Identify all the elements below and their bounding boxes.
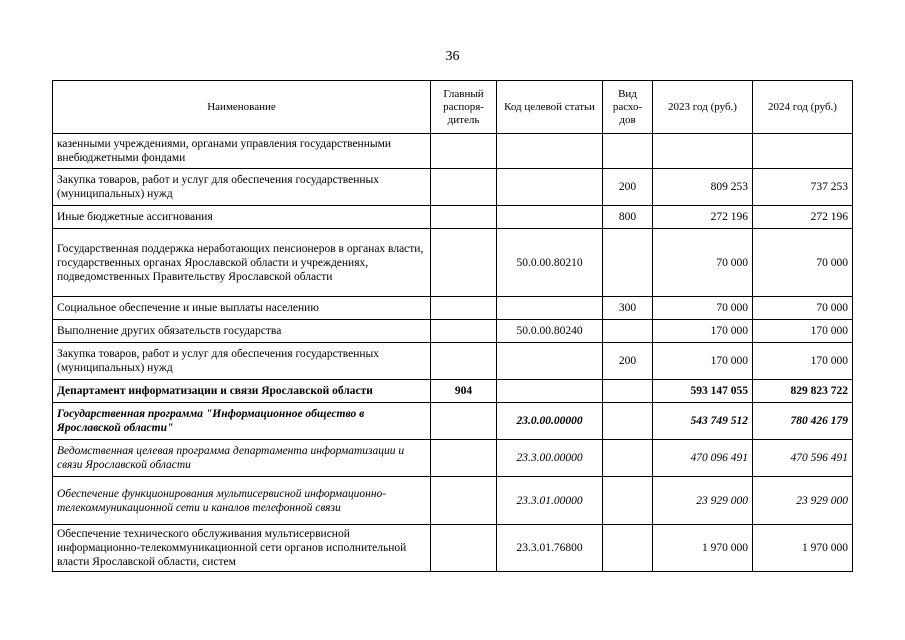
- row-type-cell: 800: [603, 206, 653, 229]
- row-admin-cell: [431, 525, 497, 572]
- budget-table: [52, 80, 853, 572]
- row-type-cell: [603, 134, 653, 169]
- row-code-cell: 50.0.00.80240: [497, 320, 603, 343]
- row-2023-cell: 809 253: [653, 169, 753, 206]
- row-2024-cell: 170 000: [753, 343, 853, 380]
- row-2023-cell: [653, 134, 753, 169]
- row-admin-cell: 904: [431, 380, 497, 403]
- header-2024: 2024 год (руб.): [753, 81, 853, 134]
- row-admin-cell: [431, 343, 497, 380]
- row-2024-cell: [753, 134, 853, 169]
- header-admin: Главный распоря-дитель: [431, 81, 497, 134]
- table-row: [53, 343, 853, 380]
- row-admin-cell: [431, 477, 497, 525]
- row-type-cell: [603, 525, 653, 572]
- row-2023-cell: 593 147 055: [653, 380, 753, 403]
- row-type-cell: 300: [603, 297, 653, 320]
- row-admin-cell: [431, 320, 497, 343]
- table-row: [53, 380, 853, 403]
- table-row: [53, 206, 853, 229]
- row-2023-cell: 1 970 000: [653, 525, 753, 572]
- row-name-cell: Государственная поддержка неработающих пенсионеров в органах власти, государственных органах Ярославской области и учреждениях, подведомственных Правительству Ярославской области: [53, 229, 431, 297]
- row-2024-cell: 780 426 179: [753, 403, 853, 440]
- row-type-cell: [603, 320, 653, 343]
- table-row: [53, 134, 853, 169]
- row-code-cell: [497, 206, 603, 229]
- row-type-cell: 200: [603, 169, 653, 206]
- row-admin-cell: [431, 169, 497, 206]
- row-code-cell: [497, 169, 603, 206]
- row-2024-cell: 170 000: [753, 320, 853, 343]
- table-row: [53, 477, 853, 525]
- row-name-cell: Иные бюджетные ассигнования: [53, 206, 431, 229]
- row-2024-cell: 23 929 000: [753, 477, 853, 525]
- row-name-cell: Закупка товаров, работ и услуг для обеспечения государственных (муниципальных) нужд: [53, 169, 431, 206]
- row-code-cell: [497, 380, 603, 403]
- row-code-cell: 50.0.00.80210: [497, 229, 603, 297]
- table-row: [53, 440, 853, 477]
- row-name-cell: Государственная программа "Информационное общество в Ярославской области": [53, 403, 431, 440]
- row-type-cell: [603, 440, 653, 477]
- row-type-cell: [603, 229, 653, 297]
- row-2023-cell: 70 000: [653, 297, 753, 320]
- row-2024-cell: 272 196: [753, 206, 853, 229]
- table-row: [53, 297, 853, 320]
- page-number: 36: [445, 49, 460, 64]
- row-name-cell: Ведомственная целевая программа департамента информатизации и связи Ярославской области: [53, 440, 431, 477]
- row-code-cell: [497, 297, 603, 320]
- row-admin-cell: [431, 440, 497, 477]
- row-2023-cell: 170 000: [653, 343, 753, 380]
- row-name-cell: казенными учреждениями, органами управления государственными внебюджетными фондами: [53, 134, 431, 169]
- header-name: Наименование: [53, 81, 431, 134]
- row-2024-cell: 829 823 722: [753, 380, 853, 403]
- row-2023-cell: 170 000: [653, 320, 753, 343]
- header-type: Вид расхо-дов: [603, 81, 653, 134]
- row-name-cell: Обеспечение технического обслуживания мультисервисной информационно-телекоммуникационной сети органов исполнительной власти Ярославской области, систем: [53, 525, 431, 572]
- row-2024-cell: 1 970 000: [753, 525, 853, 572]
- table-row: [53, 403, 853, 440]
- row-2024-cell: 737 253: [753, 169, 853, 206]
- row-2023-cell: 272 196: [653, 206, 753, 229]
- row-code-cell: [497, 343, 603, 380]
- row-admin-cell: [431, 297, 497, 320]
- row-admin-cell: [431, 403, 497, 440]
- row-code-cell: 23.3.01.76800: [497, 525, 603, 572]
- row-admin-cell: [431, 229, 497, 297]
- row-2023-cell: 23 929 000: [653, 477, 753, 525]
- row-code-cell: 23.3.01.00000: [497, 477, 603, 525]
- row-type-cell: 200: [603, 343, 653, 380]
- row-admin-cell: [431, 206, 497, 229]
- table-row: [53, 525, 853, 572]
- row-name-cell: Департамент информатизации и связи Ярославской области: [53, 380, 431, 403]
- row-type-cell: [603, 380, 653, 403]
- row-name-cell: Закупка товаров, работ и услуг для обеспечения государственных (муниципальных) нужд: [53, 343, 431, 380]
- row-2023-cell: 470 096 491: [653, 440, 753, 477]
- row-2023-cell: 543 749 512: [653, 403, 753, 440]
- row-code-cell: 23.0.00.00000: [497, 403, 603, 440]
- row-2024-cell: 70 000: [753, 297, 853, 320]
- row-code-cell: 23.3.00.00000: [497, 440, 603, 477]
- row-2023-cell: 70 000: [653, 229, 753, 297]
- row-2024-cell: 70 000: [753, 229, 853, 297]
- table-row: [53, 229, 853, 297]
- table-row: [53, 169, 853, 206]
- row-2024-cell: 470 596 491: [753, 440, 853, 477]
- row-code-cell: [497, 134, 603, 169]
- row-name-cell: Выполнение других обязательств государства: [53, 320, 431, 343]
- row-admin-cell: [431, 134, 497, 169]
- table-header-row: [53, 81, 853, 134]
- table-body: [53, 134, 853, 572]
- header-code: Код целевой статьи: [497, 81, 603, 134]
- row-type-cell: [603, 403, 653, 440]
- header-2023: 2023 год (руб.): [653, 81, 753, 134]
- row-name-cell: Социальное обеспечение и иные выплаты населению: [53, 297, 431, 320]
- row-type-cell: [603, 477, 653, 525]
- row-name-cell: Обеспечение функционирования мультисервисной информационно-телекоммуникационной сети и каналов телефонной связи: [53, 477, 431, 525]
- table-row: [53, 320, 853, 343]
